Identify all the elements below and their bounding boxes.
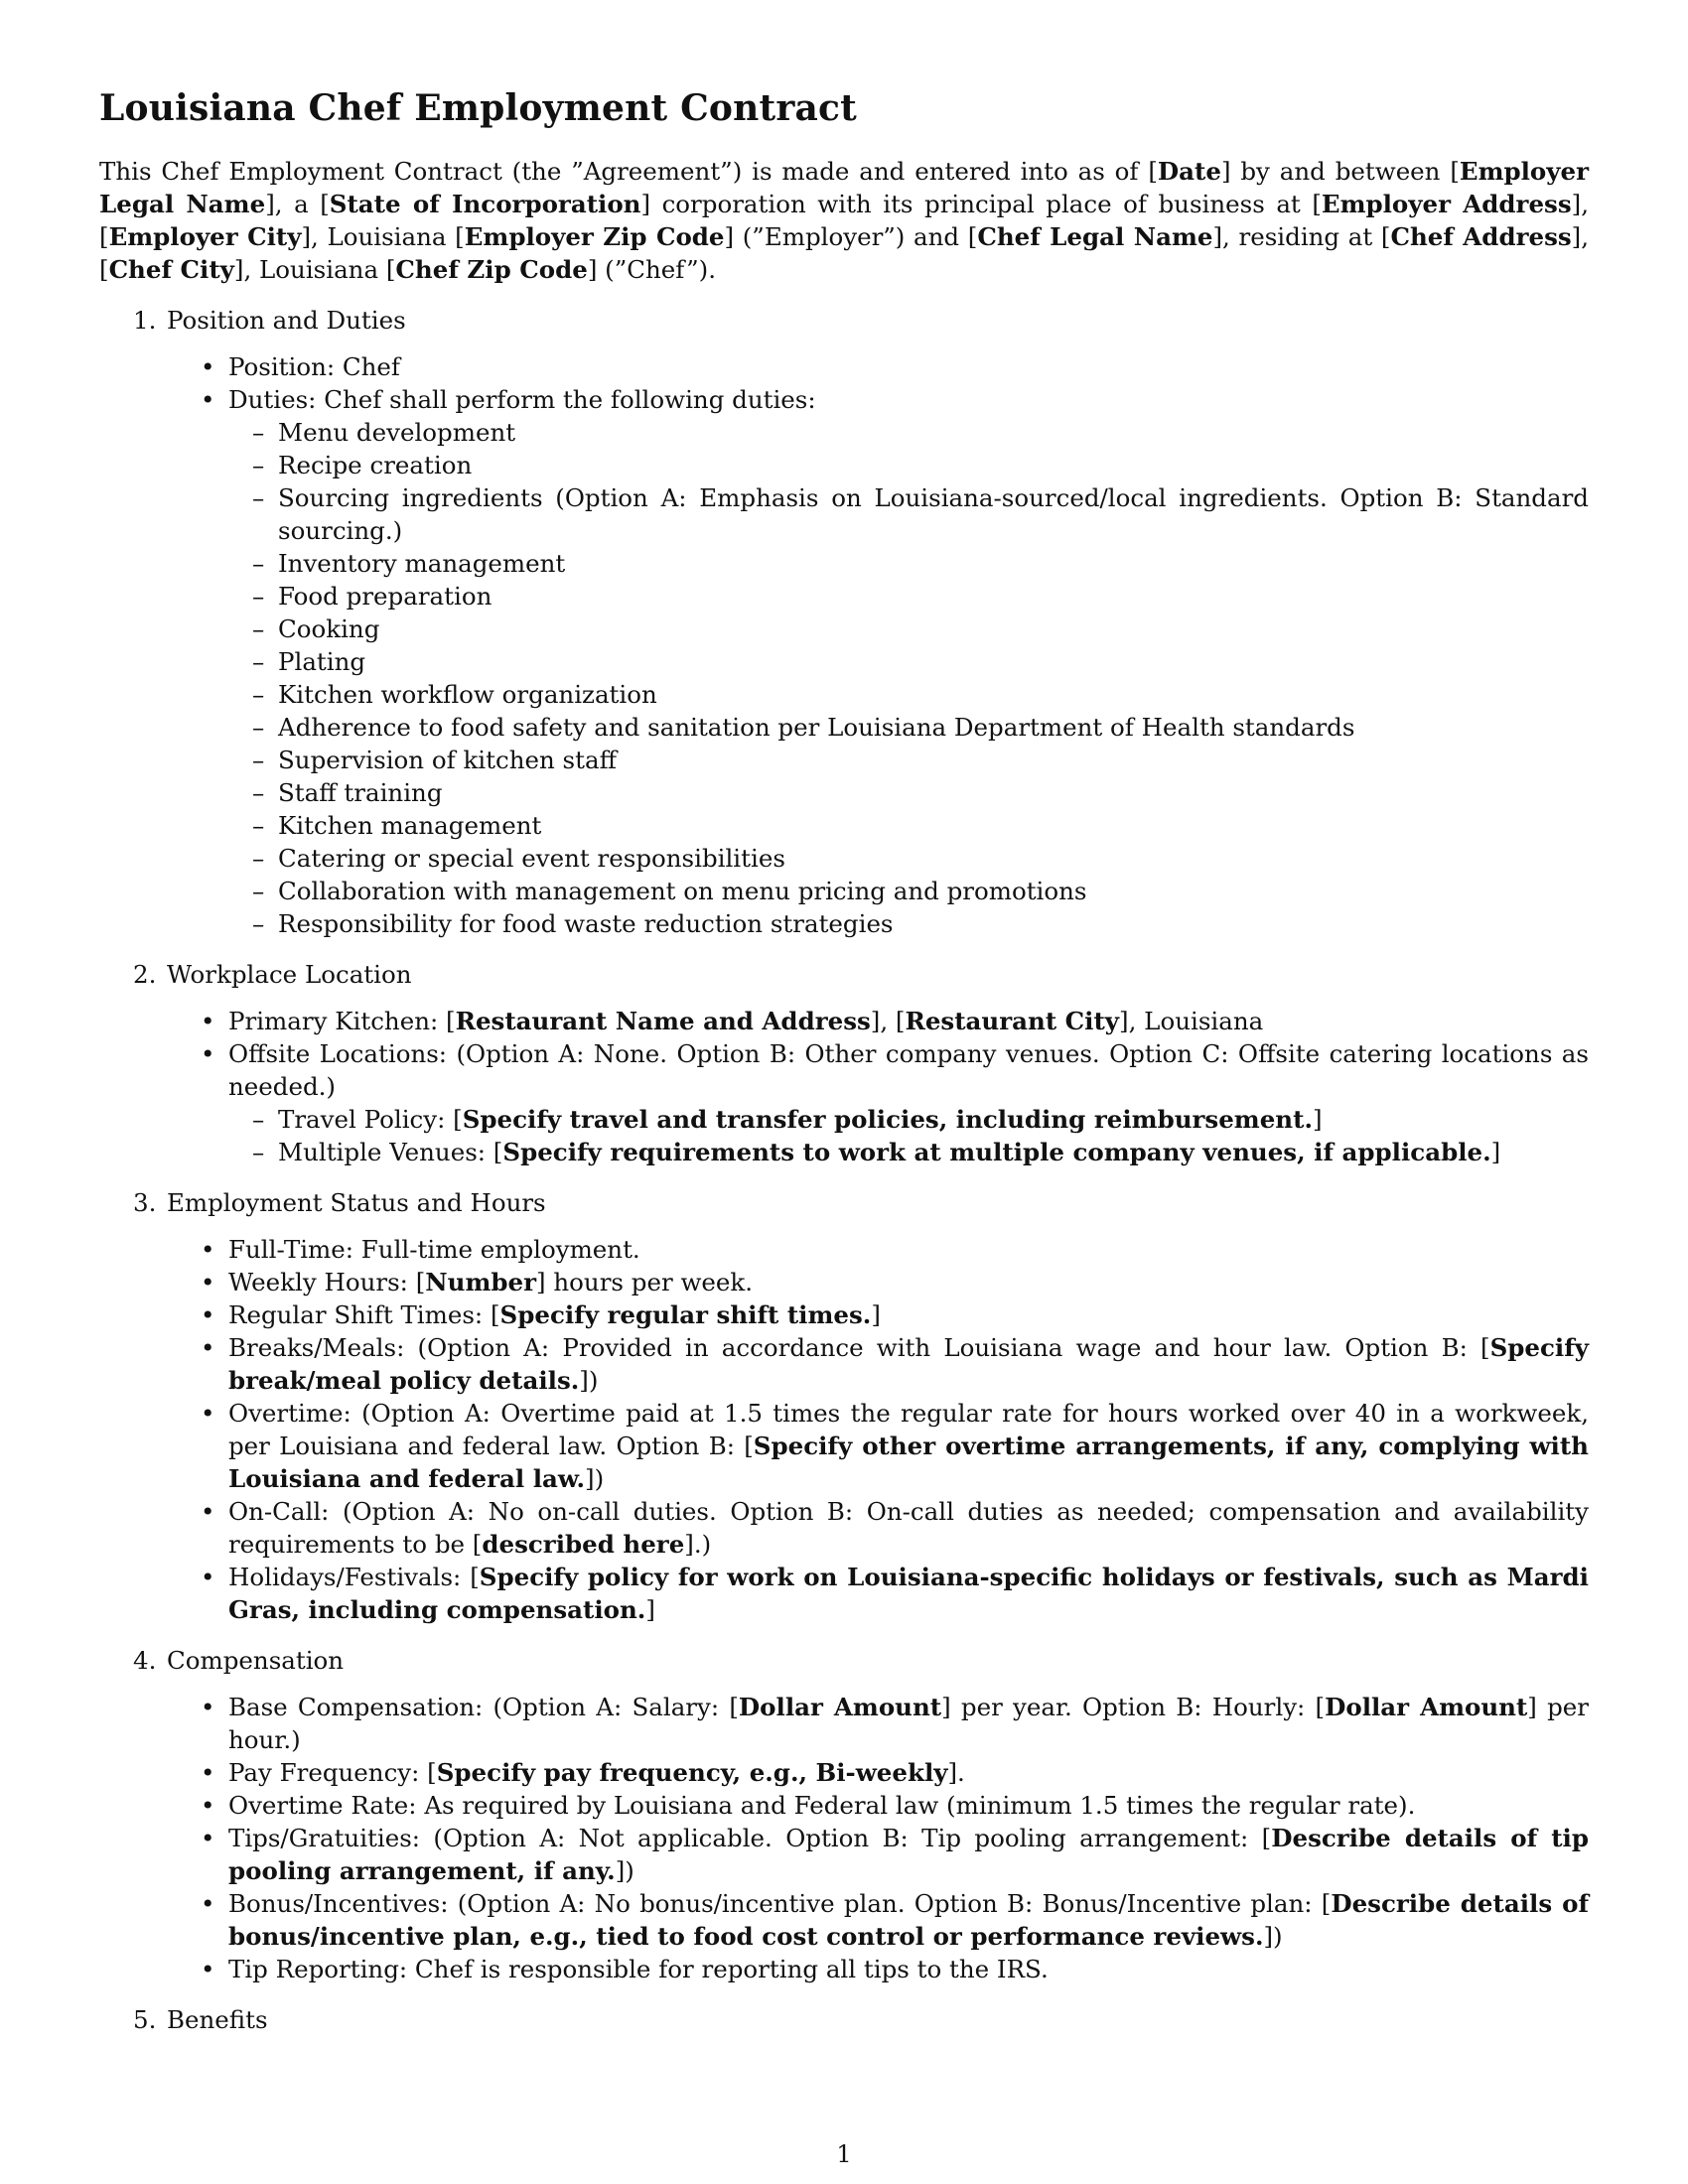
duty-item: – Menu development: [278, 416, 1589, 449]
page-number: 1: [836, 2140, 852, 2168]
duty-item: – Sourcing ingredients (Option A: Emphasis on Louisiana-sourced/local ingredients. Option B: Standard sourcing.): [278, 481, 1589, 547]
list-item: • Regular Shift Times: [Specify regular shift times.]: [228, 1298, 1589, 1331]
list-item: • Overtime Rate: As required by Louisiana and Federal law (minimum 1.5 times the regular rate).: [228, 1789, 1589, 1822]
list-item: • Pay Frequency: [Specify pay frequency, e.g., Bi-weekly].: [228, 1756, 1589, 1789]
list-item: • Bonus/Incentives: (Option A: No bonus/incentive plan. Option B: Bonus/Incentive plan: [Describe details of bonus/incentive plan, e.g., tied to food cost control or performance reviews.]): [228, 1887, 1589, 1953]
bullet-list: [99, 350, 1589, 940]
sub-item: – Multiple Venues: [Specify requirements to work at multiple company venues, if applicable.]: [278, 1136, 1589, 1168]
placeholder-employer-city: Employer City: [108, 222, 302, 251]
section-heading: 3. Employment Status and Hours: [133, 1188, 546, 1217]
section-benefits: [99, 2003, 1589, 2036]
sub-item: – Travel Policy: [Specify travel and transfer policies, including reimbursement.]: [278, 1103, 1589, 1136]
placeholder-employer-address: Employer Address: [1321, 190, 1572, 218]
section-position-duties: [99, 304, 1589, 940]
list-item: • Base Compensation: (Option A: Salary: [Dollar Amount] per year. Option B: Hourly: [Dollar Amount] per hour.): [228, 1691, 1589, 1756]
placeholder-state: State of Incorporation: [329, 190, 641, 218]
duty-item: – Catering or special event responsibilities: [278, 842, 1589, 875]
placeholder-employer-name: Employer Legal Name: [99, 157, 1589, 218]
duty-item: – Kitchen management: [278, 809, 1589, 842]
list-item: • Holidays/Festivals: [Specify policy for work on Louisiana-specific holidays or festivals, such as Mardi Gras, including compensation.]: [228, 1561, 1589, 1626]
document-title: Louisiana Chef Employment Contract: [99, 87, 857, 129]
list-item: • Full-Time: Full-time employment.: [228, 1233, 1589, 1266]
intro-paragraph: This Chef Employment Contract (the ”Agreement”) is made and entered into as of [Date] by and between [Employer Legal Name], a [State of Incorporation] corporation with its principal place of business at [Employer Address], [Employer City], Louisiana [Employer Zip Code] (”Employer”) and [Chef Legal Name], residing at [Chef Address], [Chef City], Louisiana [Chef Zip Code] (”Chef”).: [99, 157, 1590, 284]
list-item: • Overtime: (Option A: Overtime paid at 1.5 times the regular rate for hours worked over 40 in a workweek, per Louisiana and federal law. Option B: [Specify other overtime arrangements, if any, complying with Louisiana and federal law.]): [228, 1397, 1589, 1495]
section-workplace-location: [99, 958, 1589, 1168]
section-heading: 4. Compensation: [133, 1646, 345, 1675]
placeholder-date: Date: [1157, 157, 1221, 186]
bullet-list: [99, 1691, 1589, 1985]
duty-item: – Staff training: [278, 776, 1589, 809]
duty-item: – Collaboration with management on menu pricing and promotions: [278, 875, 1589, 907]
duty-item: – Adherence to food safety and sanitation per Louisiana Department of Health standards: [278, 711, 1589, 744]
list-item: • Position: Chef: [228, 350, 1589, 383]
duty-item: – Plating: [278, 645, 1589, 678]
list-item: • Offsite Locations: (Option A: None. Option B: Other company venues. Option C: Offsite catering locations as needed.) – Travel Policy: [Specify travel and transfer policies, including reimbursement.] – Multiple Venues: [Specify requirements to work at multiple company venues, if applicable.]: [228, 1037, 1589, 1168]
sub-list: [228, 1103, 1589, 1168]
placeholder-employer-zip: Employer Zip Code: [464, 222, 725, 251]
duty-item: – Food preparation: [278, 580, 1589, 613]
duty-item: – Responsibility for food waste reduction strategies: [278, 907, 1589, 940]
placeholder-chef-name: Chef Legal Name: [977, 222, 1213, 251]
list-item: • Weekly Hours: [Number] hours per week.: [228, 1266, 1589, 1298]
section-heading: 5. Benefits: [133, 2005, 268, 2034]
placeholder-chef-zip: Chef Zip Code: [395, 255, 588, 284]
list-item: • Breaks/Meals: (Option A: Provided in accordance with Louisiana wage and hour law. Option B: [Specify break/meal policy details.]): [228, 1331, 1589, 1397]
list-item: • Duties: Chef shall perform the following duties: – Menu development – Recipe creation – Sourcing ingredients (Option A: Emphasis on Louisiana-sourced/local ingredients. Option B: Standard sourcing.) – Inventory management – Food preparation – Cooking – Plating – Kitchen workflow organization – Adherence to food safety and sanitation per Louisiana Department of Health standards – Supervision of kitchen staff – Staff training – Kitchen management – Catering or special event responsibilities – Collaboration with management on menu pricing and promotions – Responsibility for food waste reduction strategies: [228, 383, 1589, 940]
bullet-list: [99, 1233, 1589, 1626]
duty-item: – Cooking: [278, 613, 1589, 645]
section-employment-hours: [99, 1186, 1589, 1626]
list-item: • Tips/Gratuities: (Option A: Not applicable. Option B: Tip pooling arrangement: [Describe details of tip pooling arrangement, if any.]): [228, 1822, 1589, 1887]
section-compensation: [99, 1644, 1589, 1985]
duties-list: [228, 416, 1589, 940]
duty-item: – Kitchen workflow organization: [278, 678, 1589, 711]
list-item: • On-Call: (Option A: No on-call duties. Option B: On-call duties as needed; compensation and availability requirements to be [described here].): [228, 1495, 1589, 1561]
placeholder-chef-address: Chef Address: [1390, 222, 1572, 251]
bullet-list: [99, 1005, 1589, 1168]
section-heading: 2. Workplace Location: [133, 960, 412, 989]
section-heading: 1. Position and Duties: [133, 306, 406, 335]
duty-item: – Inventory management: [278, 547, 1589, 580]
duty-item: – Recipe creation: [278, 449, 1589, 481]
document-page: [99, 87, 1589, 2036]
list-item: • Primary Kitchen: [Restaurant Name and Address], [Restaurant City], Louisiana: [228, 1005, 1589, 1037]
list-item: • Tip Reporting: Chef is responsible for reporting all tips to the IRS.: [228, 1953, 1589, 1985]
placeholder-chef-city: Chef City: [108, 255, 234, 284]
duty-item: – Supervision of kitchen staff: [278, 744, 1589, 776]
